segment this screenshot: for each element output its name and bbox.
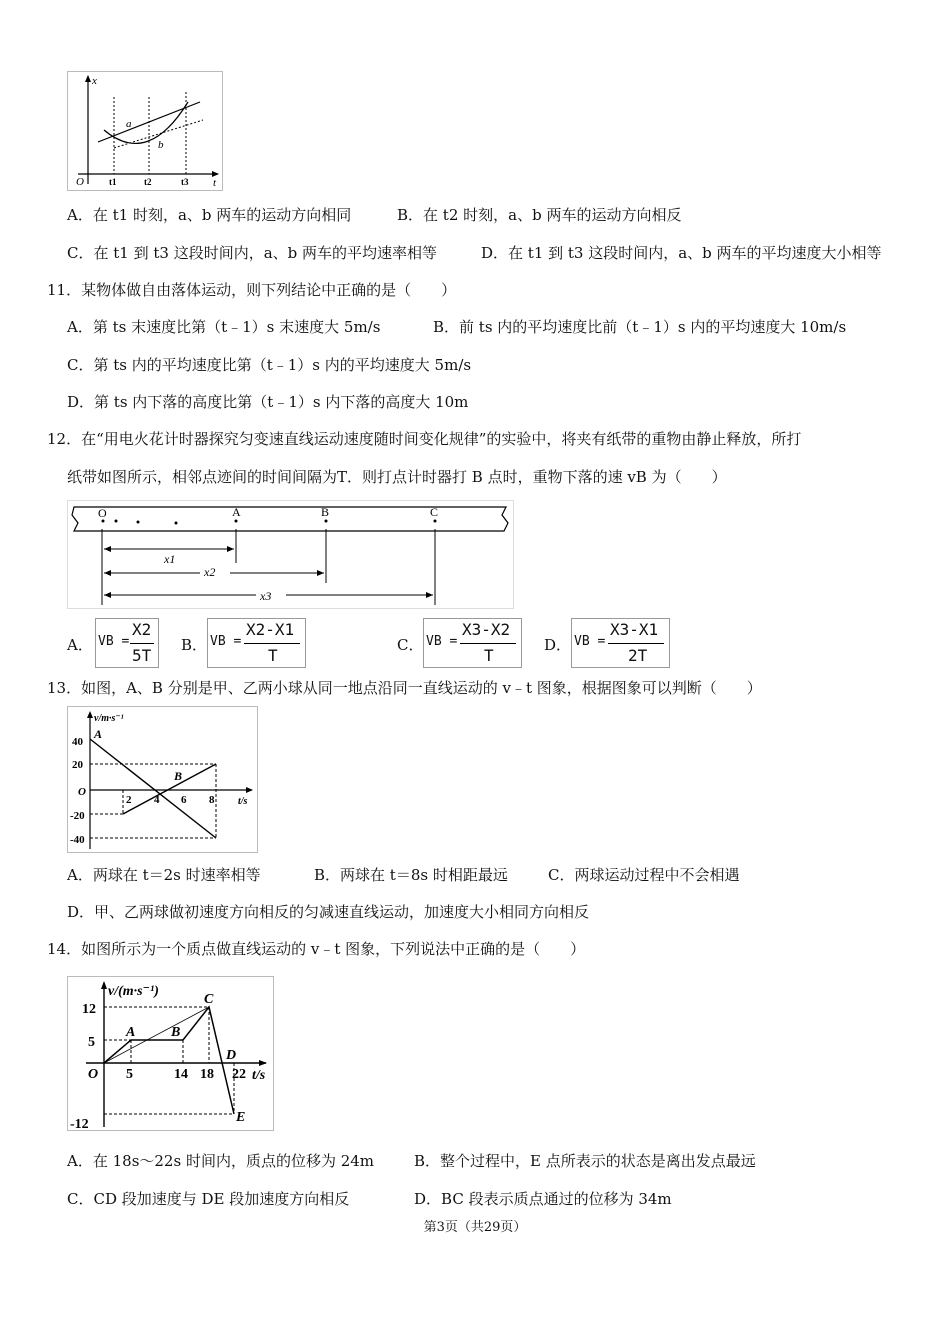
q13-xtick-8: 8 [209, 794, 215, 806]
q14-option-d: D．BC 段表示质点通过的位移为 34m [414, 1190, 672, 1208]
q13-stem: 13．如图，A、B 分别是甲、乙两小球从同一地点沿同一直线运动的 v﹣t 图象，根据图象可以判断（ ） [47, 679, 762, 697]
q13-ytick-neg40: -40 [70, 834, 85, 846]
q12-stem-line2: 纸带如图所示，相邻点迹间的时间间隔为T．则打点计时器打 B 点时，重物下落的速 vB 为（ ） [67, 468, 727, 486]
q12-point-b: B [321, 505, 330, 519]
q14-option-c: C．CD 段加速度与 DE 段加速度方向相反 [67, 1190, 350, 1208]
q12-vb-label: VB = [574, 634, 606, 649]
q13-ytick-40: 40 [72, 736, 83, 748]
q14-x-label: t/s [252, 1068, 266, 1083]
q12-point-c: C [430, 505, 439, 519]
q14-xtick-22: 22 [232, 1067, 246, 1082]
q13-option-d: D．甲、乙两球做初速度方向相反的匀减速直线运动，加速度大小相同方向相反 [67, 903, 590, 921]
q10-option-a: A．在 t1 时刻，a、b 两车的运动方向相同 [67, 206, 352, 224]
q14-xtick-14: 14 [174, 1067, 188, 1082]
q13-xtick-4: 4 [154, 794, 160, 806]
q14-stem: 14．如图所示为一个质点做直线运动的 v﹣t 图象，下列说法中正确的是（ ） [47, 940, 586, 958]
q12-option-d-formula [571, 618, 670, 668]
q14-point-b: B [171, 1025, 181, 1040]
q12-option-b-num: X2-X1 [246, 620, 295, 639]
q12-vb-label: VB = [98, 634, 130, 649]
q14-origin: O [88, 1067, 99, 1082]
q12-option-b-formula [207, 618, 306, 668]
q12-option-c-num: X3-X2 [462, 620, 511, 639]
q13-option-c: C．两球运动过程中不会相遇 [548, 866, 740, 884]
q12-option-c-formula [423, 618, 522, 668]
q10-curve-b: b [158, 139, 164, 151]
q12-vb-label: VB = [426, 634, 458, 649]
q12-distance-x3: x3 [260, 589, 272, 603]
q13-y-label: v/m·s⁻¹ [94, 713, 124, 724]
q12-stem-line1: 12．在“用电火花计时器探究匀变速直线运动速度随时间变化规律”的实验中，将夹有纸带的重物由静止释放，所打 [47, 430, 802, 448]
q12-option-a-num: X2 [132, 620, 152, 639]
q12-option-b-den: T [268, 646, 278, 665]
q10-y-label: x [92, 75, 97, 87]
q10-tick-t3: t3 [181, 177, 189, 187]
q12-option-c-label: C． [397, 636, 424, 654]
q14-point-e: E [236, 1110, 246, 1125]
q10-tick-t2: t2 [144, 177, 152, 187]
q10-tick-t1: t1 [109, 177, 117, 187]
q14-point-c: C [204, 992, 214, 1007]
q13-line-b: B [174, 769, 183, 783]
q14-y-label: v/(m·s⁻¹) [108, 984, 159, 999]
q13-origin: O [78, 786, 86, 798]
q12-option-c-den: T [484, 646, 494, 665]
q12-option-a-formula [95, 618, 159, 668]
q14-vt-graph [67, 976, 274, 1131]
q11-option-c: C．第 ts 内的平均速度比第（t﹣1）s 内的平均速度大 5m/s [67, 356, 472, 374]
q12-paper-tape [67, 500, 514, 609]
q10-origin: O [76, 176, 84, 188]
q12-point-a: A [232, 505, 241, 519]
q10-curve-a: a [126, 118, 132, 130]
q12-option-a-den: 5T [132, 646, 152, 665]
q11-stem: 11．某物体做自由落体运动，则下列结论中正确的是（ ） [47, 281, 457, 299]
q14-ytick-5: 5 [88, 1035, 95, 1050]
q10-graph [67, 71, 223, 191]
q12-vb-label: VB = [210, 634, 242, 649]
page-footer: 第3页（共29页） [423, 1220, 527, 1235]
q10-option-c: C．在 t1 到 t3 这段时间内，a、b 两车的平均速率相等 [67, 244, 438, 262]
q13-option-b: B．两球在 t＝8s 时相距最远 [314, 866, 508, 884]
q11-option-a: A．第 ts 末速度比第（t﹣1）s 末速度大 5m/s [67, 318, 381, 336]
q12-distance-x1: x1 [164, 552, 176, 566]
q10-option-d: D．在 t1 到 t3 这段时间内，a、b 两车的平均速度大小相等 [481, 244, 882, 262]
q13-ytick-20: 20 [72, 759, 83, 771]
q10-option-b: B．在 t2 时刻，a、b 两车的运动方向相反 [397, 206, 682, 224]
q13-x-label: t/s [238, 796, 248, 807]
q14-point-a: A [126, 1025, 136, 1040]
q12-distance-x2: x2 [204, 565, 216, 579]
q12-option-d-num: X3-X1 [610, 620, 659, 639]
q14-xtick-5: 5 [126, 1067, 133, 1082]
q14-option-a: A．在 18s～22s 时间内，质点的位移为 24m [67, 1152, 375, 1170]
q12-point-o: O [98, 506, 107, 520]
q11-option-b: B．前 ts 内的平均速度比前（t﹣1）s 内的平均速度大 10m/s [433, 318, 847, 336]
q12-option-b-label: B． [181, 636, 208, 654]
q14-xtick-18: 18 [200, 1067, 214, 1082]
q14-ytick-neg12: -12 [70, 1117, 89, 1130]
q13-xtick-6: 6 [181, 794, 187, 806]
q14-ytick-12: 12 [82, 1002, 96, 1017]
q12-option-a-label: A． [67, 636, 93, 654]
q13-vt-graph [67, 706, 258, 853]
q14-option-b: B．整个过程中，E 点所表示的状态是离出发点最远 [414, 1152, 756, 1170]
q13-xtick-2: 2 [126, 794, 132, 806]
q13-ytick-neg20: -20 [70, 810, 85, 822]
q11-option-d: D．第 ts 内下落的高度比第（t﹣1）s 内下落的高度大 10m [67, 393, 469, 411]
q14-point-d: D [226, 1048, 237, 1063]
q12-option-d-label: D． [544, 636, 572, 654]
q12-option-d-den: 2T [628, 646, 648, 665]
q10-x-label: t [213, 177, 217, 189]
q13-line-a: A [94, 727, 103, 741]
q13-option-a: A．两球在 t＝2s 时速率相等 [67, 866, 261, 884]
